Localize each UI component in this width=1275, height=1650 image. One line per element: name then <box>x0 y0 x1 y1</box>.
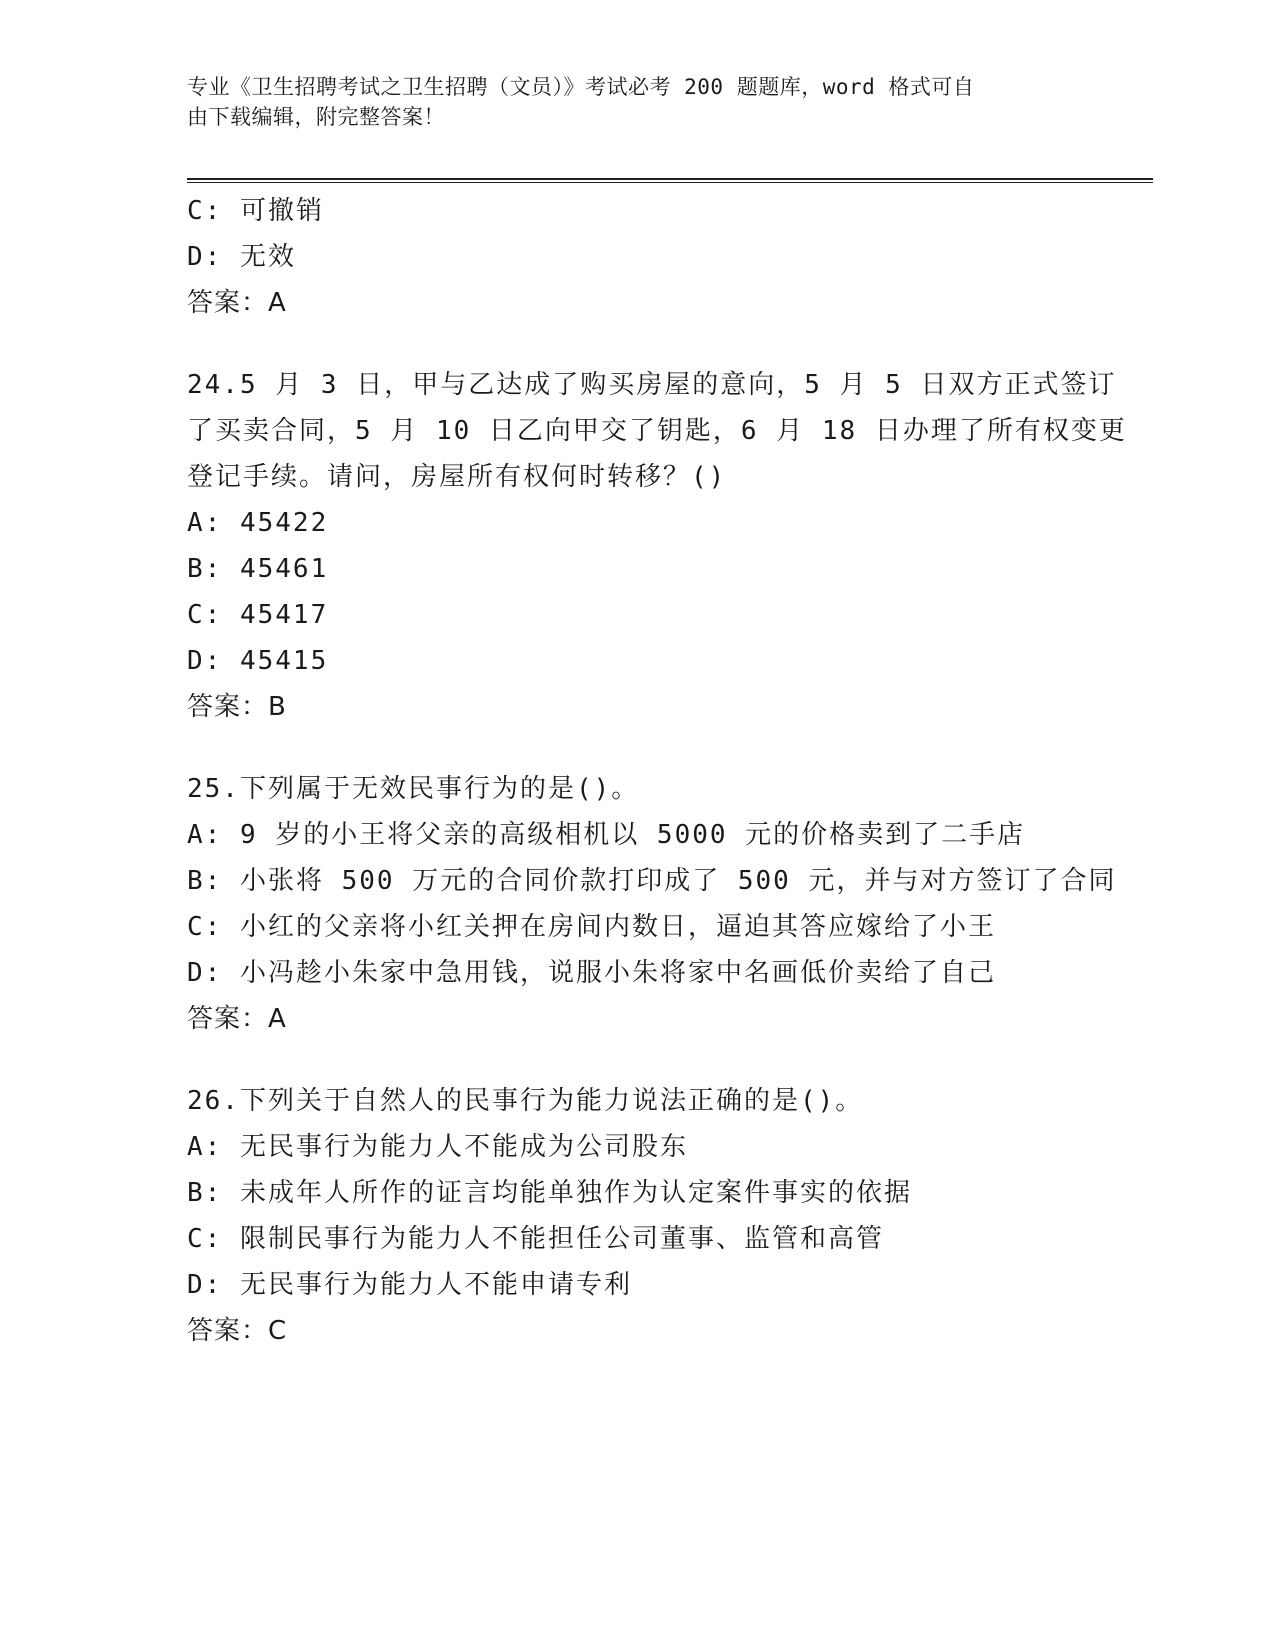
option-d: D: 小冯趁小朱家中急用钱，说服小朱将家中名画低价卖给了自己 <box>187 958 996 988</box>
option-a: A: 9 岁的小王将父亲的高级相机以 5000 元的价格卖到了二手店 <box>187 820 1026 850</box>
stem-line: 26.下列关于自然人的民事行为能力说法正确的是()。 <box>187 1086 864 1116</box>
stem-line: 25.下列属于无效民事行为的是()。 <box>187 774 640 804</box>
answer-line: 答案：B <box>187 692 287 722</box>
option-c: C: 限制民事行为能力人不能担任公司董事、监管和高管 <box>187 1224 884 1254</box>
stem-line: 登记手续。请问，房屋所有权何时转移？() <box>187 462 727 492</box>
carryover-question <box>187 188 1087 326</box>
option-a: A: 无民事行为能力人不能成为公司股东 <box>187 1132 688 1162</box>
header-line-2: 由下载编辑，附完整答案！ <box>187 105 445 129</box>
question-stem <box>187 362 1127 500</box>
question-stem <box>187 766 1087 812</box>
stem-line: 了买卖合同，5 月 10 日乙向甲交了钥匙，6 月 18 日办理了所有权变更 <box>187 416 1127 446</box>
option-d: D: 无效 <box>187 242 296 272</box>
option-c: C: 45417 <box>187 600 329 630</box>
question-26 <box>187 1078 1087 1354</box>
answer-line: 答案：A <box>187 1004 287 1034</box>
option-c: C: 小红的父亲将小红关押在房间内数日，逼迫其答应嫁给了小王 <box>187 912 996 942</box>
question-24 <box>187 362 1127 730</box>
option-d: D: 45415 <box>187 646 329 676</box>
question-stem <box>187 1078 1087 1124</box>
question-content <box>187 188 1127 1354</box>
option-c: C: 可撤销 <box>187 196 324 226</box>
answer-line: 答案：C <box>187 1316 288 1346</box>
option-b: B: 小张将 500 万元的合同价款打印成了 500 元，并与对方签订了合同 <box>187 866 1117 896</box>
header-divider-thick <box>187 178 1153 180</box>
option-b: B: 未成年人所作的证言均能单独作为认定案件事实的依据 <box>187 1178 912 1208</box>
header-divider-thin <box>187 182 1153 183</box>
option-d: D: 无民事行为能力人不能申请专利 <box>187 1270 632 1300</box>
document-header <box>187 72 1077 132</box>
option-b: B: 45461 <box>187 554 329 584</box>
option-a: A: 45422 <box>187 508 329 538</box>
stem-line: 24.5 月 3 日，甲与乙达成了购买房屋的意向，5 月 5 日双方正式签订 <box>187 370 1117 400</box>
question-25 <box>187 766 1117 1042</box>
header-line-1: 专业《卫生招聘考试之卫生招聘（文员）》考试必考 200 题题库，word 格式可自 <box>187 75 975 99</box>
answer-line: 答案：A <box>187 288 287 318</box>
